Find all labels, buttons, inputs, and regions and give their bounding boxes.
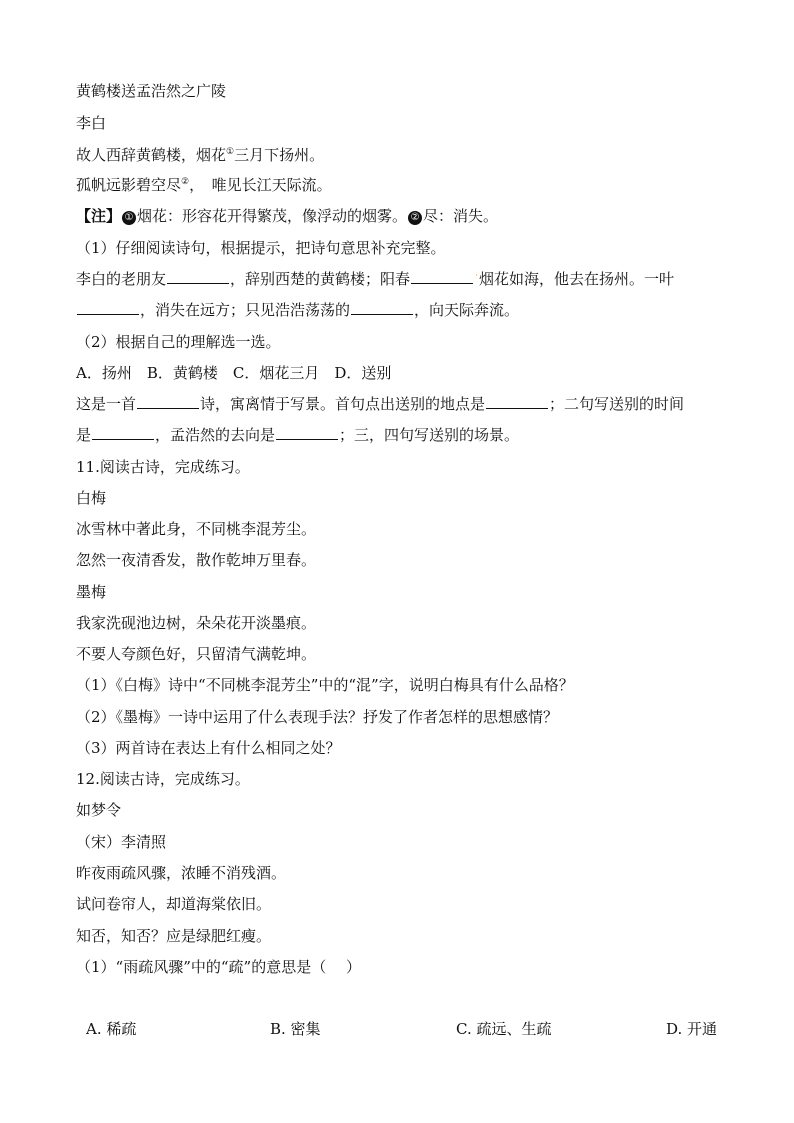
q1-text-d: ，消失在远方；只见浩浩荡荡的 — [140, 301, 351, 319]
answer-blank-4[interactable] — [351, 300, 413, 315]
poem1-line1-text-a: 故人西辞黄鹤楼，烟花 — [76, 146, 227, 164]
q2-text-e: ，孟浩然的去向是 — [155, 426, 276, 444]
q12-options — [86, 1018, 726, 1040]
q12-sub1: （1）“雨疏风骤”中的“疏”的意思是（ ） — [76, 958, 361, 976]
q2-text-d: 是 — [76, 426, 92, 444]
q1-text-c: 烟花如海，他去在扬州。一叶 — [479, 270, 675, 288]
q12-heading: 12.阅读古诗，完成练习。 — [76, 770, 250, 788]
answer-blank-3[interactable] — [77, 300, 139, 315]
q2-fill-line1 — [76, 393, 684, 415]
poem1-line1 — [76, 144, 324, 166]
q11-poem-b-line2: 不要人夸颜色好，只留清气满乾坤。 — [76, 645, 317, 663]
note-1-text: 烟花：形容花开得繁茂，像浮动的烟雾。 — [137, 207, 408, 225]
q11-poem-b-title: 墨梅 — [76, 583, 107, 601]
option-c[interactable]: C. 疏远、生疏 — [456, 1020, 552, 1038]
q11-sub2: （2）《墨梅》一诗中运用了什么表现手法？抒发了作者怎样的思想感情？ — [76, 708, 559, 726]
q11-heading: 11.阅读古诗，完成练习。 — [76, 458, 250, 476]
q12-line1: 昨夜雨疏风骤，浓睡不消残酒。 — [76, 864, 287, 882]
poem1-line2-text-b: ， 唯见长江天际流。 — [189, 176, 332, 194]
q1-text-a: 李白的老朋友 — [76, 270, 167, 288]
mark-dot-icon: ˙ — [474, 274, 480, 285]
q1-text-b: ，辞别西楚的黄鹤楼；阳春 — [230, 270, 411, 288]
note-2-text: 尽：消失。 — [423, 207, 499, 225]
poem1-line2-text-a: 孤帆远影碧空尽 — [76, 176, 182, 194]
q11-sub1: （1）《白梅》诗中“不同桃李混芳尘”中的“混”字，说明白梅具有什么品格？ — [76, 676, 574, 694]
q12-title: 如梦令 — [76, 801, 122, 819]
answer-blank-6[interactable] — [486, 394, 548, 409]
q1-fill-line2 — [76, 299, 519, 321]
option-d[interactable]: D. 开通 — [666, 1020, 718, 1038]
q12-line3: 知否，知否？应是绿肥红瘦。 — [76, 927, 272, 945]
option-a[interactable]: A. 稀疏 — [86, 1020, 137, 1038]
note-2-marker: ② — [408, 211, 422, 225]
q11-poem-a-line2: 忽然一夜清香发，散作乾坤万里春。 — [76, 551, 317, 569]
option-b[interactable]: B. 密集 — [270, 1020, 321, 1038]
q11-poem-a-line1: 冰雪林中著此身，不同桃李混芳尘。 — [76, 520, 317, 538]
answer-blank-7[interactable] — [92, 425, 154, 440]
q2-text-b: 诗，寓离情于写景。首句点出送别的地点是 — [200, 395, 486, 413]
q2-text-c: ；二句写送别的时间 — [549, 395, 685, 413]
q11-sub3: （3）两首诗在表达上有什么相同之处？ — [76, 739, 341, 757]
poem1-notes — [76, 205, 498, 227]
poem1-line2 — [76, 174, 332, 196]
q1-prompt: （1）仔细阅读诗句，根据提示，把诗句意思补充完整。 — [76, 239, 446, 257]
answer-blank-5[interactable] — [137, 394, 199, 409]
q11-poem-b-line1: 我家洗砚池边树，朵朵花开淡墨痕。 — [76, 614, 317, 632]
note-label: 【注】 — [76, 207, 122, 225]
footnote-mark-1: ① — [226, 147, 235, 157]
q2-options: A．扬州 B．黄鹤楼 C．烟花三月 D．送别 — [76, 364, 392, 382]
q12-author: （宋）李清照 — [76, 833, 167, 851]
q11-poem-a-title: 白梅 — [76, 489, 107, 507]
q2-text-f: ；三，四句写送别的场景。 — [339, 426, 520, 444]
answer-blank-1[interactable] — [167, 269, 229, 284]
q2-fill-line2 — [76, 424, 519, 446]
poem1-line1-text-b: 三月下扬州。 — [234, 146, 325, 164]
poem1-title: 黄鹤楼送孟浩然之广陵 — [76, 82, 227, 100]
poem1-author: 李白 — [76, 114, 107, 132]
note-1-marker: ① — [122, 211, 136, 225]
q12-line2: 试问卷帘人，却道海棠依旧。 — [76, 895, 272, 913]
q2-text-a: 这是一首 — [76, 395, 137, 413]
footnote-mark-2: ② — [181, 177, 190, 187]
q2-prompt: （2）根据自己的理解选一选。 — [76, 333, 281, 351]
q1-text-e: ，向天际奔流。 — [414, 301, 520, 319]
answer-blank-8[interactable] — [276, 425, 338, 440]
q1-fill-line1 — [76, 268, 674, 290]
answer-blank-2[interactable] — [411, 269, 473, 284]
